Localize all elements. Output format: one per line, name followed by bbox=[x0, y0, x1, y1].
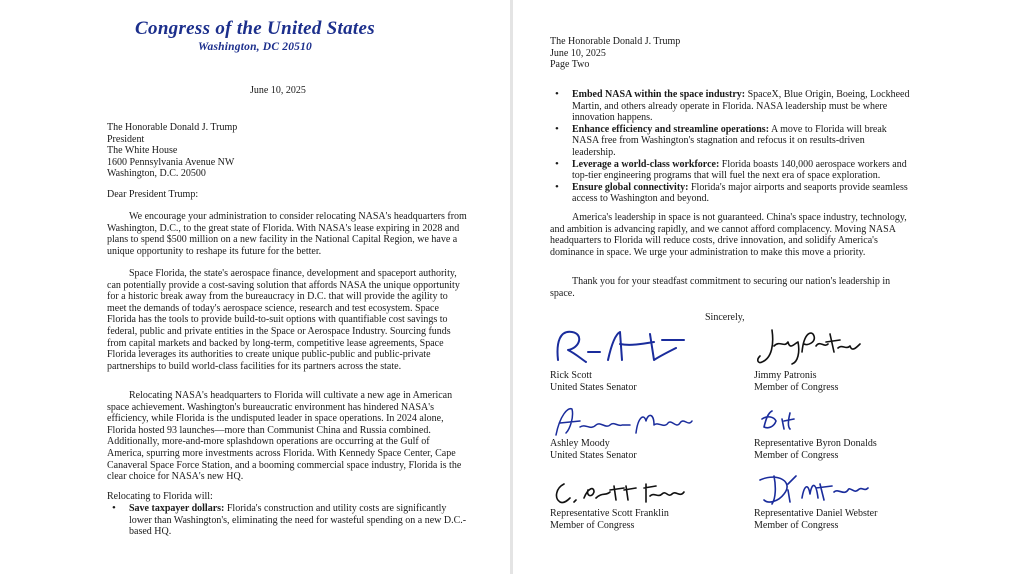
bullet-text: Florida boasts 140,000 aerospace workers and top-tier engineering programs that will fuel the next era of space exploration. bbox=[572, 158, 907, 182]
signatory-title: Member of Congress bbox=[754, 382, 839, 393]
header-line: Page Two bbox=[550, 59, 590, 71]
signature-rick-scott bbox=[550, 322, 690, 370]
closing: Sincerely, bbox=[705, 312, 745, 323]
signatory-name: Representative Byron Donalds bbox=[754, 438, 877, 449]
signature-daniel-webster bbox=[754, 470, 874, 508]
letterhead-title: Congress of the United States bbox=[135, 18, 375, 39]
body-paragraph: Space Florida, the state's aerospace finance, development and spaceport authority, can potentially provide a cost-saving solution that affords NASA the unique opportunity for a historic break away from the bureaucracy in D.C. that will provide the agility to meet the demands of today's aerospace science, research and test ecosystem. Space Florida has the tools to provide build-to-suit options with quantifiable cost savings to federal, public and private entities in the Space or Aerospace Industry. Sourcing funds from capital markets and backed by long-term, competitive lease agreements, Space Florida leverages its authorities to create unique public-public and public-private partnerships to build world-class facilities for its partners across the state. bbox=[107, 268, 460, 372]
bullet-heading: Embed NASA within the space industry: bbox=[572, 89, 746, 100]
bullet-text: Florida's major airports and seaports provide seamless access to Washington and beyond. bbox=[572, 181, 908, 205]
signatory-title: Member of Congress bbox=[754, 520, 839, 531]
signature-ashley-moody bbox=[550, 403, 700, 441]
recipient-line: 1600 Pennsylvania Avenue NW bbox=[107, 156, 235, 168]
bullet-item bbox=[550, 159, 910, 182]
signatory-name: Rick Scott bbox=[550, 370, 592, 381]
salutation: Dear President Trump: bbox=[107, 189, 199, 200]
signature-jimmy-patronis bbox=[754, 322, 864, 370]
letter-page-two bbox=[513, 0, 1024, 574]
page-two-header bbox=[550, 36, 680, 71]
body-paragraph: Relocating NASA's headquarters to Florida will cultivate a new age in American space achievement. Washington's bureaucratic environment has hindered NASA's efficiency, while Florida is the undisputed leader in space operations. In 2024 alone, Florida hosted 93 launches—more than Communist China and Russia combined. Additionally, more-and-more splashdown operations are occurring at the Gulf of America, spurring more investments across Florida. With Kennedy Space Center, Cape Canaveral Space Force Station, and a booming commercial space industry, Florida is the clear choice for NASA's new HQ. bbox=[107, 390, 462, 483]
bullet-list bbox=[550, 89, 910, 205]
recipient-address bbox=[107, 122, 237, 180]
letterhead-location: Washington, DC 20510 bbox=[197, 41, 313, 53]
letter-date: June 10, 2025 bbox=[250, 85, 306, 96]
recipient-line: Washington, D.C. 20500 bbox=[107, 168, 206, 180]
bullet-heading: Save taxpayer dollars: bbox=[129, 503, 225, 514]
body-paragraph: We encourage your administration to consider relocating NASA's headquarters from Washington, D.C., to the great state of Florida. With NASA's lease expiring in 2028 and plans to spend $500 million on a new facility in the National Capital Region, we have a unique opportunity to reshape its future for the better. bbox=[107, 211, 467, 257]
recipient-line: The Honorable Donald J. Trump bbox=[107, 122, 238, 133]
bullet-text: A move to Florida will break NASA free from Washington's stagnation and refocus it on results-driven leadership. bbox=[572, 123, 887, 158]
signature-byron-donalds bbox=[754, 403, 834, 437]
signature-scott-franklin bbox=[550, 476, 690, 508]
bullet-heading: Enhance efficiency and streamline operations: bbox=[572, 123, 770, 135]
signatory-title: United States Senator bbox=[550, 382, 637, 393]
recipient-line: President bbox=[107, 133, 145, 145]
signatory-name: Representative Daniel Webster bbox=[754, 508, 878, 519]
body-paragraph: Thank you for your steadfast commitment to securing our nation's leadership in space. bbox=[550, 276, 891, 299]
header-line: The Honorable Donald J. Trump bbox=[550, 36, 681, 47]
bullet-heading: Leverage a world-class workforce: bbox=[572, 158, 720, 170]
signatory-name: Ashley Moody bbox=[550, 438, 610, 449]
list-intro: Relocating to Florida will: bbox=[107, 491, 213, 502]
header-line: June 10, 2025 bbox=[550, 47, 606, 59]
bullet-list bbox=[107, 503, 467, 538]
signatory-title: Member of Congress bbox=[754, 450, 839, 461]
signatory-name: Representative Scott Franklin bbox=[550, 508, 669, 519]
recipient-line: The White House bbox=[107, 145, 178, 157]
bullet-text: Florida's construction and utility costs are significantly lower than Washington's, eliminating the need for wasteful spending on a new D.C.-based HQ. bbox=[129, 503, 467, 538]
bullet-item bbox=[550, 182, 910, 205]
signatory-name: Jimmy Patronis bbox=[754, 370, 817, 381]
bullet-heading: Ensure global connectivity: bbox=[572, 181, 689, 193]
bullet-item bbox=[107, 503, 467, 538]
bullet-text: SpaceX, Blue Origin, Boeing, Lockheed Martin, and others already operate in Florida. NASA leadership must be where innovation happens. bbox=[572, 89, 910, 124]
body-paragraph: America's leadership in space is not guaranteed. China's space industry, technology, and ambition is advancing rapidly, and we cannot afford complacency. Moving NASA headquarters to Florida will reduce costs, drive innovation, and solidify America's dominance in space. We urge your administration to make this move a priority. bbox=[550, 212, 907, 258]
signatory-title: Member of Congress bbox=[550, 520, 635, 531]
bullet-item bbox=[550, 89, 910, 124]
bullet-item bbox=[550, 124, 910, 159]
signatory-title: United States Senator bbox=[550, 450, 637, 461]
letter-page-one bbox=[0, 0, 510, 574]
